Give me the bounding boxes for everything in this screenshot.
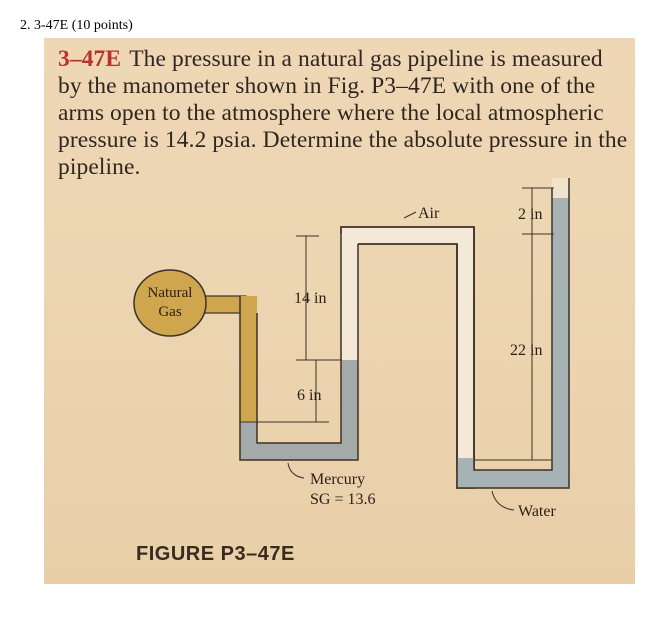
air-crossover-tube: [341, 227, 474, 488]
dim-14-label: 14 in: [294, 290, 327, 307]
sg-label: SG = 13.6: [310, 491, 376, 508]
figure-caption: FIGURE P3–47E: [136, 543, 295, 565]
textbook-photo: [44, 38, 635, 584]
gas-label: Gas: [158, 304, 182, 320]
water-right-leg: [552, 198, 569, 460]
problem-header: 2. 3-47E (10 points): [20, 18, 133, 33]
right-u-inner-wall: [474, 188, 552, 470]
water-leader-line: [492, 491, 514, 510]
dim-6-label: 6 in: [297, 387, 322, 404]
air-leader-line: [404, 212, 416, 218]
dim-2-label: 2 in: [518, 206, 543, 223]
crossover-inner-wall: [358, 244, 457, 470]
mercury-label: Mercury: [310, 471, 366, 488]
problem-text: The pressure in a natural gas pipeline is measured by the manometer shown in Fig. P3–47E with one of the arms open to the atmosphere where the local atmospheric pressure is 14.2 psia. Determine the absolute pressure in the pipeline.: [58, 46, 628, 180]
crossover-outer-wall: [341, 227, 474, 488]
water-label: Water: [518, 503, 556, 520]
mercury-leader-line: [288, 463, 304, 478]
manometer-diagram: [44, 38, 635, 584]
left-u-inner-wall: [257, 234, 341, 443]
natural-gas-tank: [134, 270, 206, 336]
air-label: Air: [418, 205, 440, 222]
natural-label: Natural: [147, 285, 193, 301]
air-right-leg: [341, 234, 358, 360]
problem-number: 3–47E: [58, 46, 122, 72]
dim-22-label: 22 in: [510, 342, 543, 359]
